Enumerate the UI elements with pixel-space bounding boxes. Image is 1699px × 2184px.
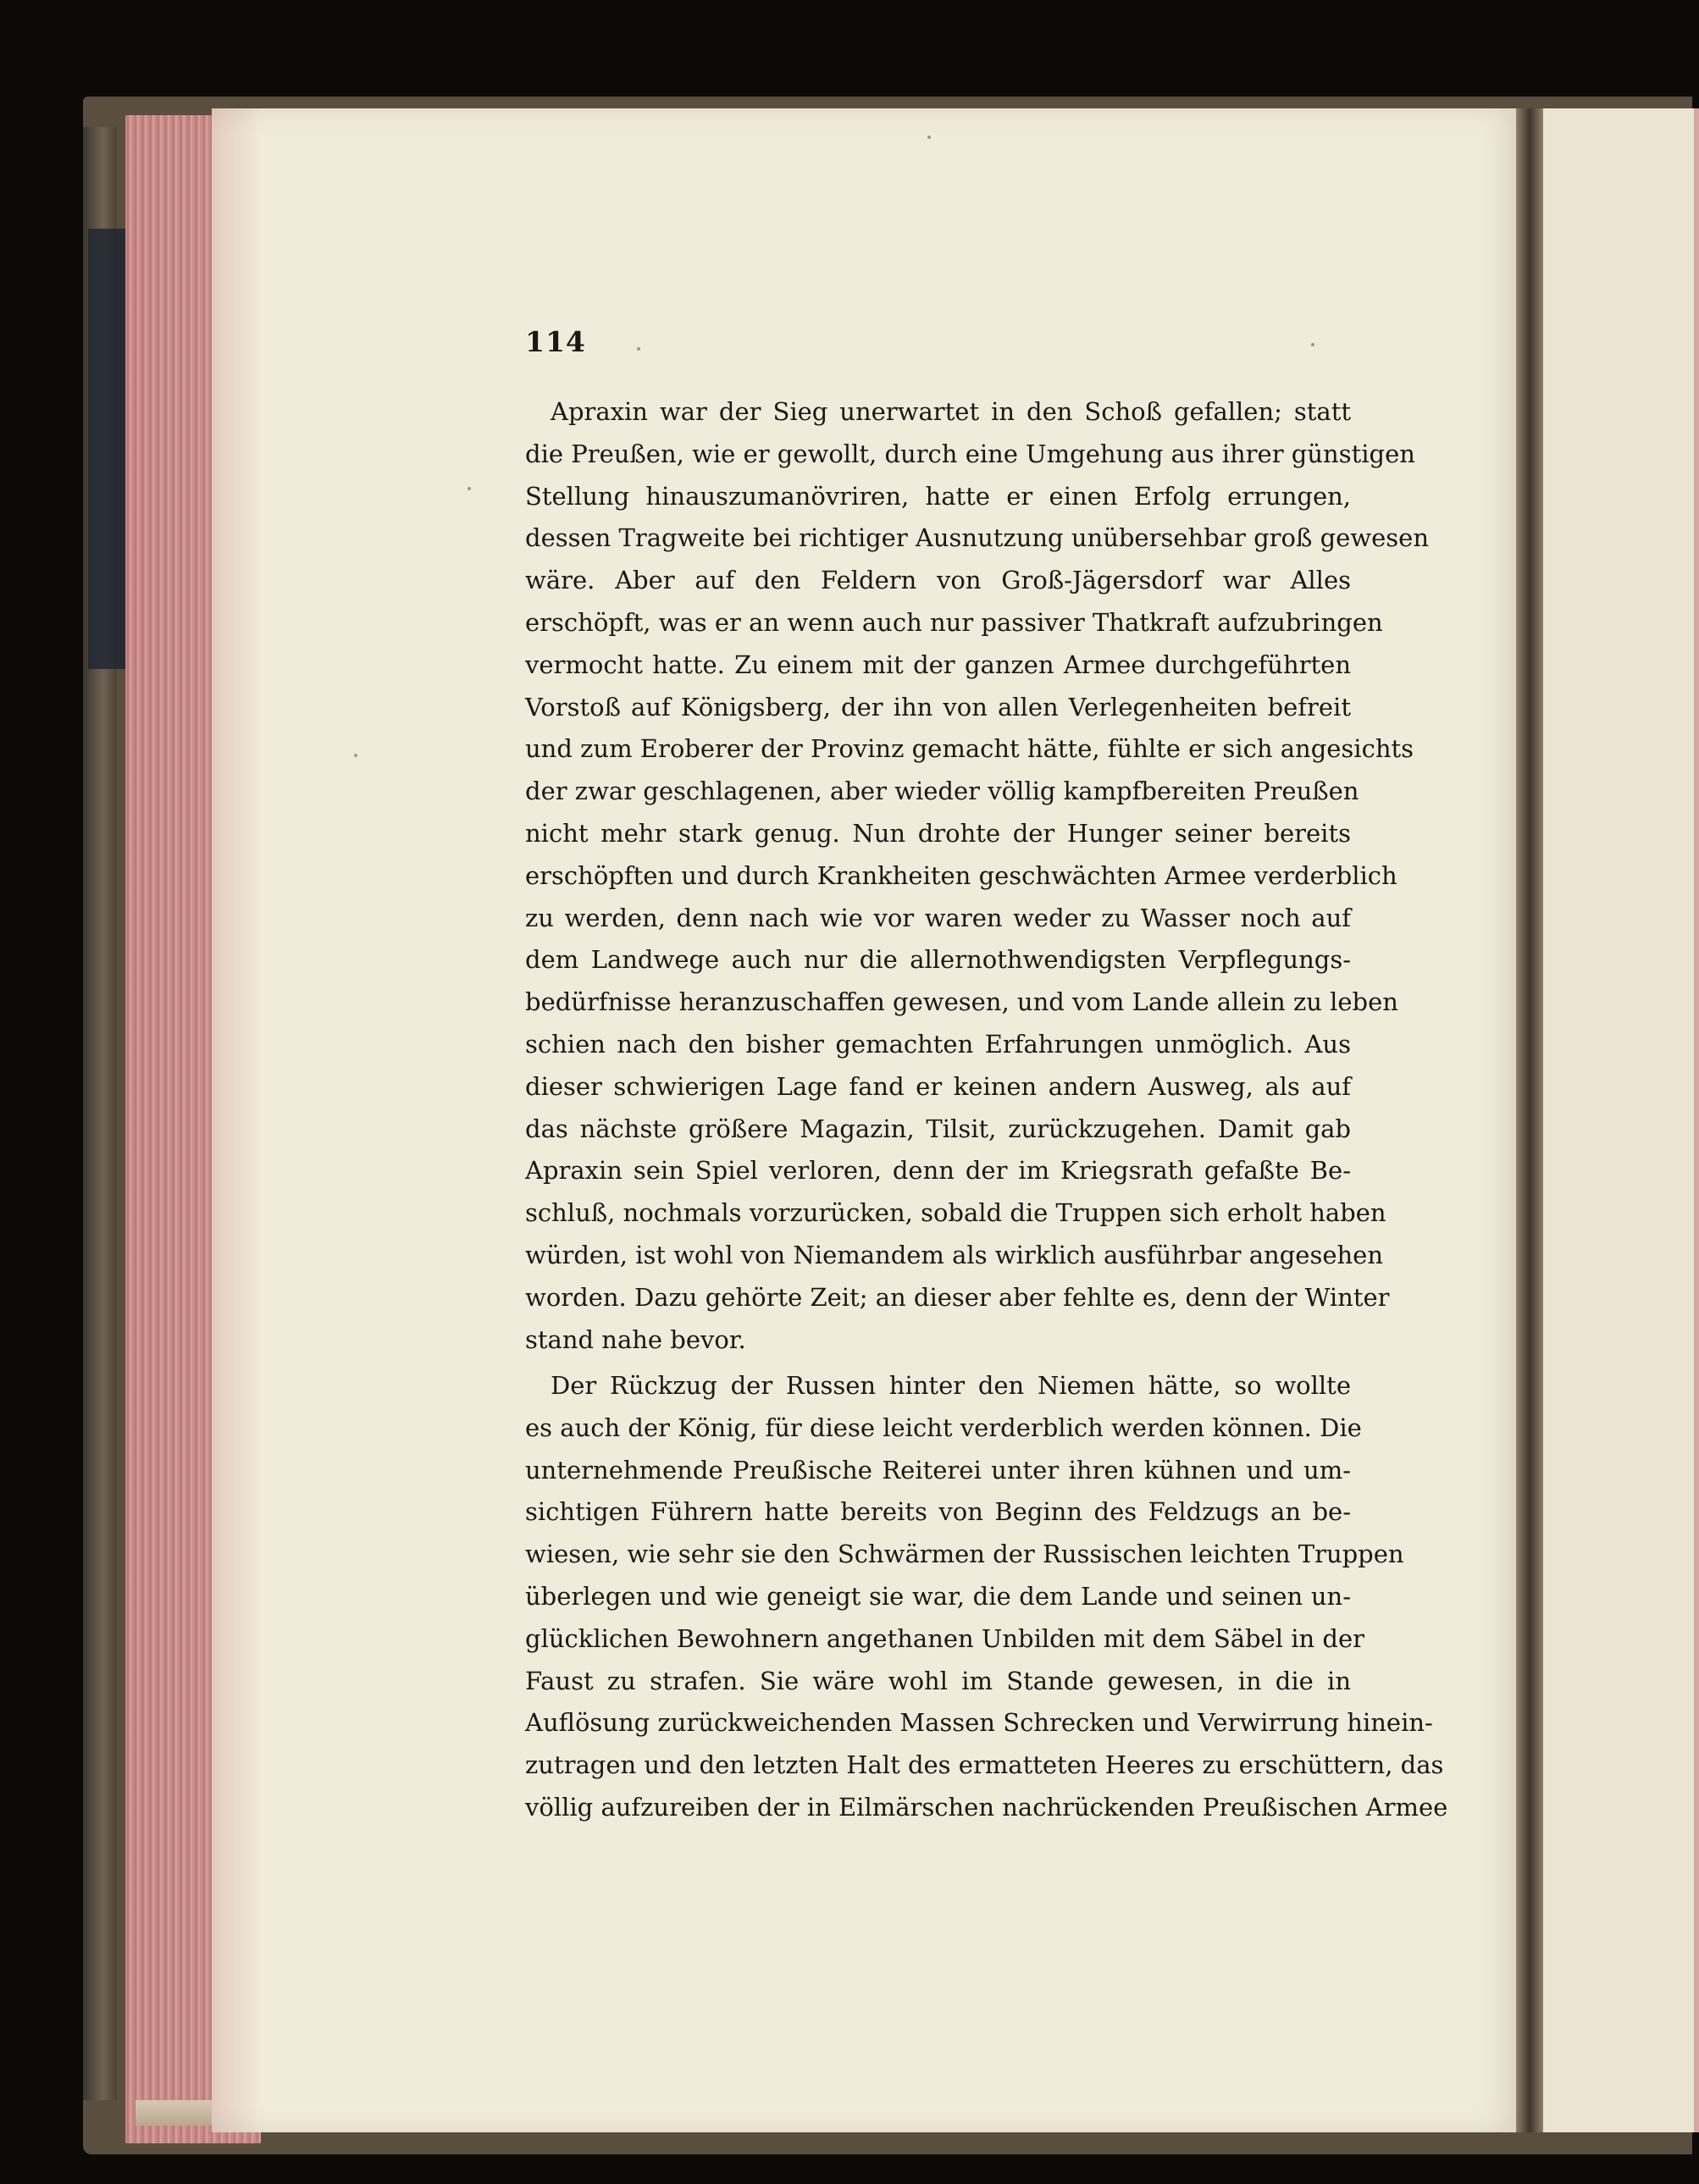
text-line: erschöpften und durch Krankheiten geschwächten Armee verderblich [525, 860, 1397, 890]
text-line: vermocht hatte. Zu einem mit der ganzen Armee durchgeführten [525, 650, 1351, 679]
text-line: Faust zu strafen. Sie wäre wohl im Stande gewesen, in die in [525, 1666, 1351, 1695]
text-line: worden. Dazu gehörte Zeit; an dieser aber fehlte es, denn der Winter [525, 1282, 1390, 1312]
text-line: dem Landwege auch nur die allernothwendigsten Verpflegungs- [525, 945, 1351, 975]
text-line: zu werden, denn nach wie vor waren weder zu Wasser noch auf [525, 903, 1351, 932]
text-line: Der Rückzug der Russen hinter den Niemen hätte, so wollte [551, 1371, 1351, 1400]
text-line: unternehmende Preußische Reiterei unter ihren kühnen und um- [525, 1455, 1351, 1485]
facing-page [1543, 108, 1699, 2132]
text-line: Stellung hinauszumanövriren, hatte er einen Erfolg errungen, [525, 481, 1351, 511]
text-line: völlig aufzureiben der in Eilmärschen nachrückenden Preußischen Armee [525, 1792, 1448, 1822]
text-line: glücklichen Bewohnern angethanen Unbilden mit dem Säbel in der [525, 1623, 1365, 1653]
text-line: Apraxin war der Sieg unerwartet in den Schoß gefallen; statt [551, 397, 1351, 426]
text-line: sichtigen Führern hatte bereits von Beginn des Feldzugs an be- [525, 1497, 1351, 1527]
cover-patch [88, 229, 127, 669]
text-line: bedürfnisse heranzuschaffen gewesen, und vom Lande allein zu leben [525, 987, 1398, 1017]
text-line: wäre. Aber auf den Feldern von Groß-Jägersdorf war Alles [525, 566, 1351, 595]
paper-speck [927, 135, 931, 139]
text-line: zutragen und den letzten Halt des ermatteten Heeres zu erschüttern, das [525, 1750, 1444, 1780]
paragraph-2 [525, 1365, 1448, 1829]
text-line: das nächste größere Magazin, Tilsit, zurückzugehen. Damit gab [525, 1114, 1351, 1143]
text-line: schien nach den bisher gemachten Erfahrungen unmöglich. Aus [525, 1029, 1351, 1059]
text-line: stand nahe bevor. [525, 1324, 746, 1354]
page-gutter [1516, 108, 1543, 2132]
paper-speck [1311, 343, 1314, 346]
text-line: und zum Eroberer der Provinz gemacht hätte, fühlte er sich angesichts [525, 734, 1414, 764]
text-line: der zwar geschlagenen, aber wieder völlig kampfbereiten Preußen [525, 777, 1359, 806]
text-line: die Preußen, wie er gewollt, durch eine Umgehung aus ihrer günstigen [525, 439, 1415, 468]
paper-speck [354, 754, 357, 757]
text-line: dessen Tragweite bei richtiger Ausnutzung unübersehbar groß gewesen [525, 523, 1430, 553]
text-line: überlegen und wie geneigt sie war, die dem Lande und seinen un- [525, 1581, 1351, 1611]
paragraph-1 [525, 391, 1430, 1361]
text-line: dieser schwierigen Lage fand er keinen andern Ausweg, als auf [525, 1071, 1351, 1101]
text-line: nicht mehr stark genug. Nun drohte der Hunger seiner bereits [525, 818, 1351, 848]
text-line: es auch der König, für diese leicht verderblich werden können. Die [525, 1413, 1362, 1442]
text-line: Apraxin sein Spiel verloren, denn der im Kriegsrath gefaßte Be- [525, 1156, 1351, 1186]
text-line: schluß, nochmals vorzurücken, sobald die Truppen sich erholt haben [525, 1198, 1386, 1228]
paper-speck [468, 487, 471, 490]
page-number: 114 [525, 325, 586, 358]
text-line: Auflösung zurückweichenden Massen Schrecken und Verwirrung hinein- [525, 1708, 1433, 1738]
paper-speck [637, 347, 640, 351]
text-line: wiesen, wie sehr sie den Schwärmen der Russischen leichten Truppen [525, 1540, 1404, 1569]
text-line: erschöpft, was er an wenn auch nur passiver Thatkraft aufzubringen [525, 607, 1383, 637]
text-line: Vorstoß auf Königsberg, der ihn von allen Verlegenheiten befreit [525, 692, 1351, 722]
text-line: würden, ist wohl von Niemandem als wirklich ausführbar angesehen [525, 1240, 1384, 1269]
